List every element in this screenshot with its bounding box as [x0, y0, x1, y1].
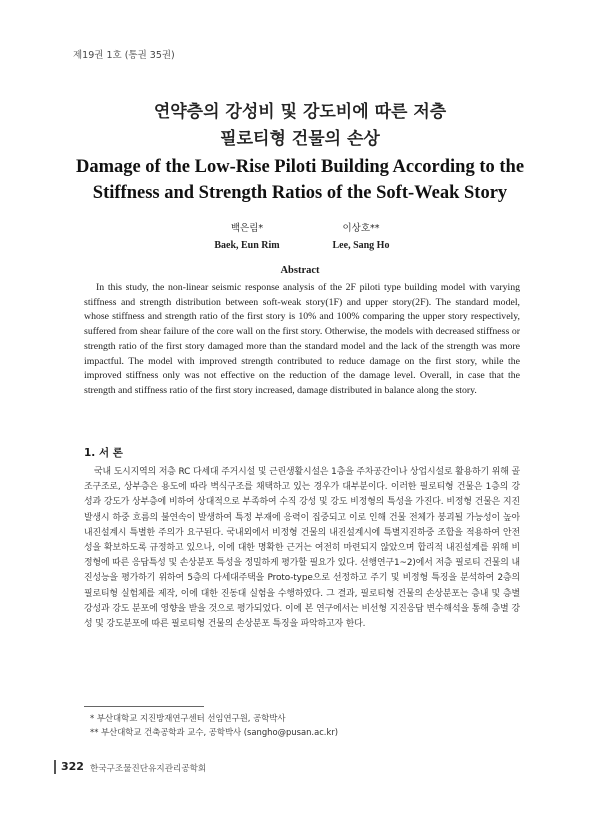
section-body: 국내 도시지역의 저층 RC 다세대 주거시설 및 근린생활시설은 1층을 주차공간이나 상업시설로 활용하기 위해 골조구조로, 상부층은 용도에 따라 벽식구조를 채택하고 있는 경우가 대부분이다. 이러한 필로티형 건물은 1층의 강성과 강도가 상부층에 비하여 상대적으로 부족하여 수직 강성 및 강도 비정형의 특성을 가진다. 비정형 건물은 지진발생시 하중 흐름의 불연속이 발생하여 특정 부재에 응력이 집중되고 이로 인해 건물 전체가 붕괴될 가능성이 높아 내진설계시 특별한 주의가 요구된다. 국내외에서 비정형 건물의 내진설계시에 특별지진하중 조합을 적용하여 안전성을 확보하도록 규정하고 있으나, 이에 대한 명확한 근거는 여전히 마련되지 않았으며 합리적 내진설계를 위해 비정형에 따른 응답특성 및 손상분포 특성을 정밀하게 평가할 필요가 있다. 선행연구1~2)에서 저층 필로티 건물의 내진성능을 평가하기 위하여 5층의 다세대주택을 Proto-type으로 선정하고 주기 및 비정형 특징을 분석하여 2층의 필로티형 실험체를 제작, 이에 대한 진동대 실험을 수행하였다. 그 결과, 필로티형 건물의 손상분포는 층내 및 층별 강성과 강도 분포에 영향을 받을 것으로 평가되었다. 이에 본 연구에서는 비선형 지진응답 변수해석을 통해 층별 강성 및 강도분포에 따른 필로티형 건물의 손상분포 특징을 파악하고자 한다. [84, 467, 520, 630]
journal-name: 한국구조물진단유지관리공학회 [90, 764, 207, 774]
author-2-roman-name: Lee, Sang Ho [332, 240, 390, 251]
section-heading: 1. 서 론 [84, 447, 123, 459]
english-title-line-2: Stiffness and Strength Ratios of the Soft-Weak Story [92, 183, 508, 203]
running-head: 제19권 1호 (통권 35권) [73, 50, 175, 61]
abstract-heading: Abstract [280, 265, 320, 276]
author-1-korean-name: 백은림* [230, 223, 264, 234]
page-number-bar [54, 760, 56, 774]
footnote-2: ** 부산대학교 건축공학과 교수, 공학박사 (sangho@pusan.ac.kr) [90, 727, 339, 737]
author-1 [182, 220, 312, 251]
korean-title-line-1: 연약층의 강성비 및 강도비에 따른 저층 [153, 102, 447, 122]
author-1-roman-name: Baek, Eun Rim [214, 240, 280, 251]
korean-title-line-2: 필로티형 건물의 손상 [220, 129, 380, 149]
author-2 [296, 220, 426, 251]
abstract-body: In this study, the non-linear seismic response analysis of the 2F piloti type building model with varying stiffness and strength distribution between soft-weak story(1F) and upper story(2F). The standard model, whose stiffness and strength ratio of the first story is 10% and 100% comparing the upper story respectively, suffered from shear failure of the core wall on the first story. Otherwise, the models with decreased stiffness or strength ratio of the first story damaged more than the standard model and the lack of the strength was more impactful. The model with improved strength contributed to reduce damage on the first story, while the improved stiffness only was not effective on the reduction of the damage level. Overall, in case that the strength and stiffness ratio of the first story increased, damage distributed in balance along the story. [84, 282, 520, 396]
footnote-divider [84, 706, 204, 707]
footnote-1: * 부산대학교 지진방재연구센터 선임연구원, 공학박사 [90, 713, 286, 723]
author-2-korean-name: 이상호** [342, 223, 380, 234]
page-number: 322 [61, 760, 84, 773]
english-title-line-1: Damage of the Low-Rise Piloti Building According to the [75, 157, 525, 177]
